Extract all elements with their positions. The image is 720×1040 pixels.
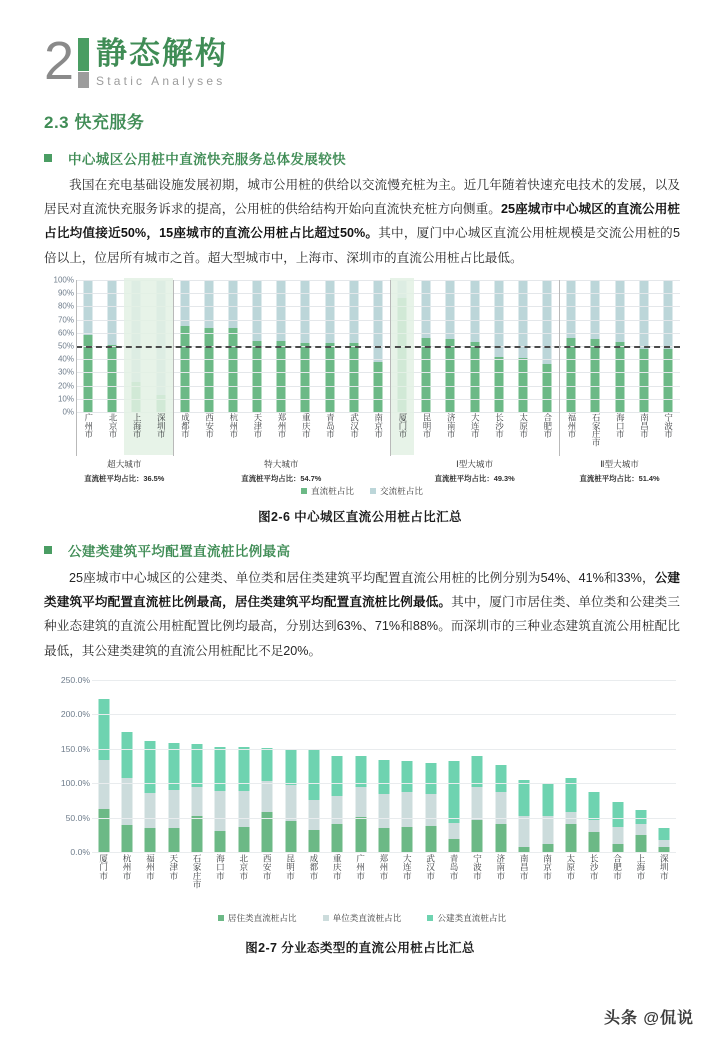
chart2-y-tick: 200.0% — [60, 709, 90, 720]
chart2-unit-segment — [635, 824, 646, 835]
chart1-category-label — [511, 413, 535, 456]
chart1-category-text: 海口市 — [615, 413, 626, 439]
chart1-plot-area — [76, 280, 680, 412]
chart2-unit-segment — [308, 800, 319, 830]
chart1-dc-segment — [446, 339, 455, 412]
chart1-group-separator — [390, 280, 391, 456]
paragraph-1-part-3: 其中，厦门中心城区直流公用桩规模是交流公用桩的5倍以上，位居所有城市之首。超大型城市中，上海市、深圳市的直流公用桩占比最低。 — [44, 226, 680, 265]
chart2-bar-column[interactable] — [232, 680, 255, 852]
chart2-unit-segment — [472, 787, 483, 819]
chart2-residential-segment — [192, 816, 203, 852]
chart1-legend-label: 交流桩占比 — [380, 486, 423, 496]
chart2-category-label — [302, 854, 325, 904]
chart2-legend-swatch — [323, 915, 329, 921]
chart2-residential-segment — [565, 824, 576, 852]
chart1-group — [76, 458, 173, 484]
chart2-bar-column[interactable] — [162, 680, 185, 852]
chart2-public-segment — [192, 744, 203, 787]
chart2-public-segment — [122, 732, 133, 779]
chart1-group-average: 直流桩平均占比：51.4% — [579, 474, 660, 483]
chart1-dc-segment — [373, 362, 382, 412]
chart2-public-segment — [612, 802, 623, 827]
chart1-category-label — [487, 413, 511, 456]
chart2-category-text: 福州市 — [145, 854, 156, 880]
chart2-bar-column[interactable] — [92, 680, 115, 852]
chart2-category-text: 北京市 — [238, 854, 249, 880]
chart1-group — [173, 458, 390, 484]
chart2-residential-segment — [589, 832, 600, 852]
chapter-title-group — [96, 36, 228, 89]
chart1-dc-segment — [253, 341, 262, 412]
chart1-group-name: 特大城市 — [264, 459, 299, 469]
chart2-category-label — [372, 854, 395, 904]
chart2-category-label — [466, 854, 489, 904]
chart2-residential-segment — [285, 821, 296, 852]
chart2-category-label — [536, 854, 559, 904]
chart2-residential-segment — [168, 828, 179, 852]
chart1-category-label — [535, 413, 559, 456]
chart2-public-segment — [308, 750, 319, 800]
chart2-public-segment — [542, 783, 553, 815]
chart2-unit-segment — [192, 787, 203, 816]
chart2-residential-segment — [542, 844, 553, 852]
chart2-bar-column[interactable] — [302, 680, 325, 852]
chart1-category-text: 广州市 — [83, 413, 94, 439]
chart1-category-label — [124, 413, 148, 456]
chart2-bar-column[interactable] — [326, 680, 349, 852]
chart2-legend-swatch — [218, 915, 224, 921]
chart1-legend-item[interactable] — [301, 485, 354, 497]
chart1-legend-label: 直流桩占比 — [311, 486, 354, 496]
chart1-category-text: 郑州市 — [277, 413, 288, 439]
chart1-dc-segment — [639, 349, 648, 412]
chart1-group-separator — [173, 280, 174, 456]
chart1-category-text: 南昌市 — [639, 413, 650, 439]
chart2-unit-segment — [332, 796, 343, 825]
chart2-bar-column[interactable] — [256, 680, 279, 852]
chart1-dc-segment — [470, 342, 479, 412]
chart1-axis-border — [76, 280, 77, 456]
chart2-public-segment — [98, 699, 109, 760]
chart1-y-tick: 10% — [57, 394, 74, 404]
chart2-unit-segment — [449, 823, 460, 839]
chart2-residential-segment — [472, 820, 483, 852]
chart2-public-segment — [215, 747, 226, 791]
chart2-category-text: 上海市 — [635, 854, 646, 880]
square-bullet-icon — [44, 546, 52, 554]
chart2-residential-segment — [122, 825, 133, 852]
chart2-public-segment — [262, 748, 273, 781]
chart2-unit-segment — [145, 793, 156, 828]
chart1-category-text: 北京市 — [108, 413, 119, 439]
chart1-category-label — [390, 413, 414, 456]
chart2-category-text: 广州市 — [355, 854, 366, 880]
chart2-residential-segment — [425, 826, 436, 852]
chart2-legend — [44, 912, 680, 924]
chart1-dc-segment — [108, 345, 117, 412]
chart2-bar-series — [92, 680, 676, 852]
chart1-group-average: 直流桩平均占比：54.7% — [241, 474, 322, 483]
chart1-category-label — [342, 413, 366, 456]
paragraph-1 — [44, 173, 680, 270]
chart2-public-segment — [378, 760, 389, 794]
chart2-residential-segment — [145, 828, 156, 852]
chart1-category-label — [414, 413, 438, 456]
chart1-legend — [44, 485, 680, 497]
chart1-y-tick: 80% — [57, 301, 74, 311]
chart2-bar-column[interactable] — [583, 680, 606, 852]
chart2-category-label — [653, 854, 676, 904]
chart2-bar-column[interactable] — [512, 680, 535, 852]
chart2-y-tick: 150.0% — [60, 743, 90, 754]
paragraph-2-part-2: 公建类建筑平均配置直流桩比例最高，居住类建筑平均配置直流桩比例最低。 — [44, 571, 680, 610]
chart1-category-text: 西安市 — [204, 413, 215, 439]
chart2-unit-segment — [238, 791, 249, 826]
chart1-y-tick: 0% — [62, 407, 74, 417]
section-title: 2.3 快充服务 — [44, 113, 145, 132]
chart1-category-label — [607, 413, 631, 456]
chart2-category-label — [629, 854, 652, 904]
chart1-y-tick: 100% — [53, 275, 74, 285]
chart1-category-label — [632, 413, 656, 456]
paragraph-2-part-1: 25座城市中心城区的公建类、单位类和居住类建筑平均配置直流公用桩的比例分别为54%、41%和33%， — [69, 571, 655, 585]
chart2-category-label — [162, 854, 185, 904]
chart2-category-label — [606, 854, 629, 904]
chart2-category-label — [442, 854, 465, 904]
chart1-category-text: 石家庄市 — [591, 413, 602, 447]
chart1-category-text: 福州市 — [567, 413, 577, 439]
chart1-category-text: 成都市 — [180, 413, 191, 439]
chart2-residential-segment — [332, 824, 343, 852]
chart1-category-text: 太原市 — [518, 413, 529, 439]
chart2-legend-item[interactable] — [427, 912, 506, 924]
chart1-category-label — [366, 413, 390, 456]
chart1-category-label — [318, 413, 342, 456]
chart2-category-label — [512, 854, 535, 904]
chart1-y-tick: 40% — [57, 354, 74, 364]
chart1-category-label — [173, 413, 197, 456]
chart1-category-text: 武汉市 — [349, 413, 360, 439]
chart1-legend-swatch — [301, 488, 307, 494]
chart1-category-label — [438, 413, 462, 456]
chart2-unit-segment — [542, 816, 553, 844]
chart2-y-tick: 50.0% — [65, 812, 90, 823]
chart1-category-text: 重庆市 — [301, 413, 312, 439]
chart2-category-label — [326, 854, 349, 904]
chart1-group-average: 直流桩平均占比：36.5% — [84, 474, 165, 483]
chart2-residential-segment — [495, 824, 506, 852]
chart2-bar-column[interactable] — [653, 680, 676, 852]
chart1-category-text: 宁波市 — [663, 413, 674, 439]
chart1-group-name: Ⅱ型大城市 — [600, 459, 639, 469]
chart2-unit-segment — [215, 791, 226, 831]
chart2-category-text: 重庆市 — [332, 854, 343, 880]
chart2-residential-segment — [355, 817, 366, 852]
chart1-category-text: 长沙市 — [494, 413, 505, 439]
chart2-category-label — [419, 854, 442, 904]
chart2-category-label — [559, 854, 582, 904]
chart2-residential-segment — [612, 844, 623, 852]
chart2-unit-segment — [495, 792, 506, 824]
chart2-category-text: 大连市 — [402, 854, 413, 880]
chart2-residential-segment — [238, 827, 249, 852]
chart2-category-text: 济南市 — [495, 854, 506, 880]
chart1-y-tick: 30% — [57, 367, 74, 377]
chart2-unit-segment — [589, 820, 600, 832]
chapter-number: 2 — [44, 31, 75, 91]
chart1-legend-item[interactable] — [370, 485, 423, 497]
chart1-category-label — [221, 413, 245, 456]
chart2-category-text: 宁波市 — [472, 854, 483, 880]
chart2-category-label — [92, 854, 115, 904]
chart2-unit-segment — [168, 790, 179, 828]
chart2-category-text: 郑州市 — [378, 854, 389, 880]
chart2-bar-column[interactable] — [115, 680, 138, 852]
chart2-bar-column[interactable] — [139, 680, 162, 852]
chart1-dc-segment — [325, 343, 334, 412]
chart1-category-text: 大连市 — [470, 413, 481, 439]
paragraph-2-part-3: 其中，厦门市居住类、单位类和公建类三种业态建筑的直流公用桩配置比例均最高，分别达到63%、71%和88%。而深圳市的三种业态建筑直流公用桩配比最低，其公建类建筑的直流公用桩配比不足20%。 — [44, 595, 681, 658]
chart2-residential-segment — [449, 839, 460, 852]
chart2-bar-column[interactable] — [442, 680, 465, 852]
chart2-bar-column[interactable] — [396, 680, 419, 852]
chart2-public-segment — [355, 756, 366, 787]
chart2-unit-segment — [285, 785, 296, 821]
bullet-heading-1 — [44, 148, 346, 168]
chart1-dc-segment — [591, 339, 600, 412]
chart1-dc-segment — [422, 338, 431, 412]
chart1-category-text: 南京市 — [373, 413, 384, 439]
chart2-residential-segment — [635, 835, 646, 852]
chart2-public-segment — [332, 756, 343, 796]
chart2-category-text: 杭州市 — [122, 854, 133, 880]
chart2-y-tick: 100.0% — [60, 778, 90, 789]
chart2-category-text: 南昌市 — [519, 854, 530, 880]
chart2-category-label — [209, 854, 232, 904]
chart1-group-separator — [559, 280, 560, 456]
chart1-category-label — [76, 413, 100, 456]
chapter-accent-bars — [78, 38, 89, 88]
chart2-gridline — [92, 852, 676, 853]
chart1-category-text: 厦门市 — [397, 413, 408, 439]
chart2-residential-segment — [378, 828, 389, 852]
chart1-group-name: Ⅰ型大城市 — [456, 459, 494, 469]
chart1-category-labels — [76, 413, 680, 456]
chart1-category-text: 昆明市 — [422, 413, 433, 439]
chart2-category-label — [489, 854, 512, 904]
chart1-y-tick: 60% — [57, 328, 74, 338]
chart2-bar-column[interactable] — [536, 680, 559, 852]
chart1-category-label — [269, 413, 293, 456]
chart2-unit-segment — [378, 794, 389, 828]
chart2-category-text: 厦门市 — [98, 854, 109, 880]
accent-bar-green — [78, 38, 89, 71]
chart2-residential-segment — [402, 827, 413, 852]
accent-bar-grey — [78, 72, 89, 88]
paragraph-1-part-1: 我国在充电基础设施发展初期，城市公用桩的供给以交流慢充桩为主。近几年随着快速充电技术的发展，以及居民对直流快充服务诉求的提高，公用桩的供给结构开始向直流快充桩方向侧重。 — [44, 178, 680, 217]
chart1-group-average: 直流桩平均占比：49.3% — [434, 474, 515, 483]
chart1-y-axis-labels — [44, 275, 74, 417]
bullet-heading-1-label: 中心城区公用桩中直流快充服务总体发展较快 — [68, 152, 346, 167]
chart1-dc-segment — [349, 343, 358, 412]
chart2-category-label — [279, 854, 302, 904]
chart2-legend-label: 公建类直流桩占比 — [437, 913, 507, 923]
chart2-unit-segment — [355, 787, 366, 817]
chart1-dc-segment — [567, 338, 576, 412]
chart1-dc-segment — [277, 341, 286, 412]
chart2-public-segment — [238, 747, 249, 791]
square-bullet-icon — [44, 154, 52, 162]
chart1-category-text: 天津市 — [252, 413, 263, 439]
chart2-unit-segment — [262, 781, 273, 812]
chart2-public-segment — [449, 761, 460, 824]
chart1-category-label — [656, 413, 680, 456]
chart2-legend-label: 居住类直流桩占比 — [227, 913, 297, 923]
chart2-bar-column[interactable] — [279, 680, 302, 852]
paragraph-2 — [44, 566, 680, 663]
chart2-residential-segment — [308, 830, 319, 852]
chart2-unit-segment — [612, 827, 623, 844]
chart2-category-text: 武汉市 — [425, 854, 436, 880]
chart2-category-text: 海口市 — [215, 854, 226, 880]
chart1-legend-swatch — [370, 488, 376, 494]
chart2-legend-swatch — [427, 915, 433, 921]
bullet-heading-2 — [44, 540, 290, 560]
chart1-category-label — [197, 413, 221, 456]
chart2-public-segment — [519, 780, 530, 816]
chart1-y-tick: 20% — [57, 381, 74, 391]
chart1-category-text: 上海市 — [132, 413, 143, 439]
chart2-category-label — [349, 854, 372, 904]
chart2-category-label — [256, 854, 279, 904]
chart2-bar-column[interactable] — [185, 680, 208, 852]
chart1-category-text: 合肥市 — [542, 413, 553, 439]
chart2-category-text: 合肥市 — [612, 854, 623, 880]
chart2-bar-column[interactable] — [209, 680, 232, 852]
chart1-category-label — [148, 413, 172, 456]
chart2-category-text: 青岛市 — [449, 854, 460, 880]
chart2-category-text: 长沙市 — [589, 854, 600, 880]
chart1-category-label — [559, 413, 583, 456]
chart2-y-tick: 0.0% — [70, 847, 90, 857]
figure-caption-2-6: 图2-6 中心城区直流公用桩占比汇总 — [258, 510, 462, 524]
chart2-category-text: 天津市 — [168, 854, 179, 880]
chart2-category-label — [583, 854, 606, 904]
chart1-dc-segment — [663, 349, 672, 412]
chart1-dc-segment — [301, 343, 310, 412]
chart2-plot-area — [92, 680, 676, 852]
chart2-bar-column[interactable] — [629, 680, 652, 852]
chart2-category-text: 太原市 — [565, 854, 576, 880]
chart1-category-text: 青岛市 — [325, 413, 336, 439]
chart2-public-segment — [425, 763, 436, 795]
chart2-unit-segment — [425, 794, 436, 826]
chart2-category-label — [115, 854, 138, 904]
chart2-public-segment — [589, 792, 600, 820]
chart2-unit-segment — [402, 792, 413, 827]
chart2-category-text: 南京市 — [542, 854, 553, 880]
chart2-public-segment — [402, 761, 413, 793]
chart2-y-axis-labels — [44, 675, 90, 857]
chart1-category-label — [583, 413, 607, 456]
chart2-bar-column[interactable] — [559, 680, 582, 852]
chart1-category-label — [463, 413, 487, 456]
chart2-category-label — [139, 854, 162, 904]
chart2-category-text: 深圳市 — [659, 854, 670, 880]
chart1-y-tick: 70% — [57, 315, 74, 325]
chart2-public-segment — [495, 765, 506, 793]
figure-caption-2-7: 图2-7 分业态类型的直流公用桩占比汇总 — [245, 941, 475, 955]
chart1-category-label — [245, 413, 269, 456]
chapter-title-cn: 静态解构 — [96, 36, 229, 71]
chart1-category-text: 深圳市 — [156, 413, 167, 439]
chart2-residential-segment — [98, 809, 109, 852]
chart2-category-labels — [92, 854, 676, 904]
chart2-gridline — [92, 749, 676, 750]
chart2-category-text: 成都市 — [308, 854, 319, 880]
chart1-dc-segment — [494, 357, 503, 412]
chapter-header — [44, 31, 229, 91]
chart1-group — [559, 458, 680, 484]
chart2-legend-label: 单位类直流桩占比 — [332, 913, 402, 923]
chart2-unit-segment — [98, 760, 109, 809]
chart2-bar-column[interactable] — [419, 680, 442, 852]
chart1-category-text: 济南市 — [446, 413, 457, 439]
chart2-legend-item[interactable] — [323, 912, 402, 924]
chart2-public-segment — [285, 749, 296, 785]
chart1-group-name: 超大城市 — [107, 459, 142, 469]
chart2-unit-segment — [519, 816, 530, 846]
chart2-bar-column[interactable] — [349, 680, 372, 852]
chart1-dc-segment — [615, 342, 624, 412]
chart1-average-reference-line — [76, 346, 680, 348]
chart2-category-label — [232, 854, 255, 904]
chart2-category-label — [185, 854, 208, 904]
chart2-category-text: 西安市 — [262, 854, 273, 880]
chart2-bar-column[interactable] — [606, 680, 629, 852]
bullet-heading-2-label: 公建类建筑平均配置直流桩比例最高 — [68, 544, 291, 559]
chart2-residential-segment — [215, 831, 226, 852]
chart2-gridline — [92, 714, 676, 715]
chart2-gridline — [92, 783, 676, 784]
chart2-legend-item[interactable] — [218, 912, 297, 924]
chart1-category-label — [100, 413, 124, 456]
chart2-bar-column[interactable] — [489, 680, 512, 852]
chart2-public-segment — [659, 828, 670, 840]
chart-figure-2-6 — [44, 275, 680, 496]
chart1-category-label — [293, 413, 317, 456]
chart1-group — [390, 458, 559, 484]
chart2-category-text: 石家庄市 — [192, 854, 203, 889]
chart2-category-text: 昆明市 — [285, 854, 296, 880]
chart-figure-2-7 — [44, 675, 680, 930]
chart2-bar-column[interactable] — [466, 680, 489, 852]
chart2-y-tick: 250.0% — [60, 675, 90, 685]
chart1-category-text: 杭州市 — [228, 413, 239, 439]
paragraph-1-part-2: 25座城市中心城区的直流公用桩占比均值接近50%，15座城市的直流公用桩占比超过50%。 — [44, 202, 680, 241]
chart2-gridline — [92, 818, 676, 819]
chapter-title-en: Static Analyses — [96, 74, 226, 88]
chart1-y-tick: 90% — [57, 288, 74, 298]
chart2-bar-column[interactable] — [372, 680, 395, 852]
chart2-unit-segment — [659, 840, 670, 847]
chart1-y-tick: 50% — [57, 341, 74, 351]
chart2-category-label — [396, 854, 419, 904]
watermark: 头条 @侃说 — [603, 1010, 694, 1027]
chart2-gridline — [92, 680, 676, 681]
